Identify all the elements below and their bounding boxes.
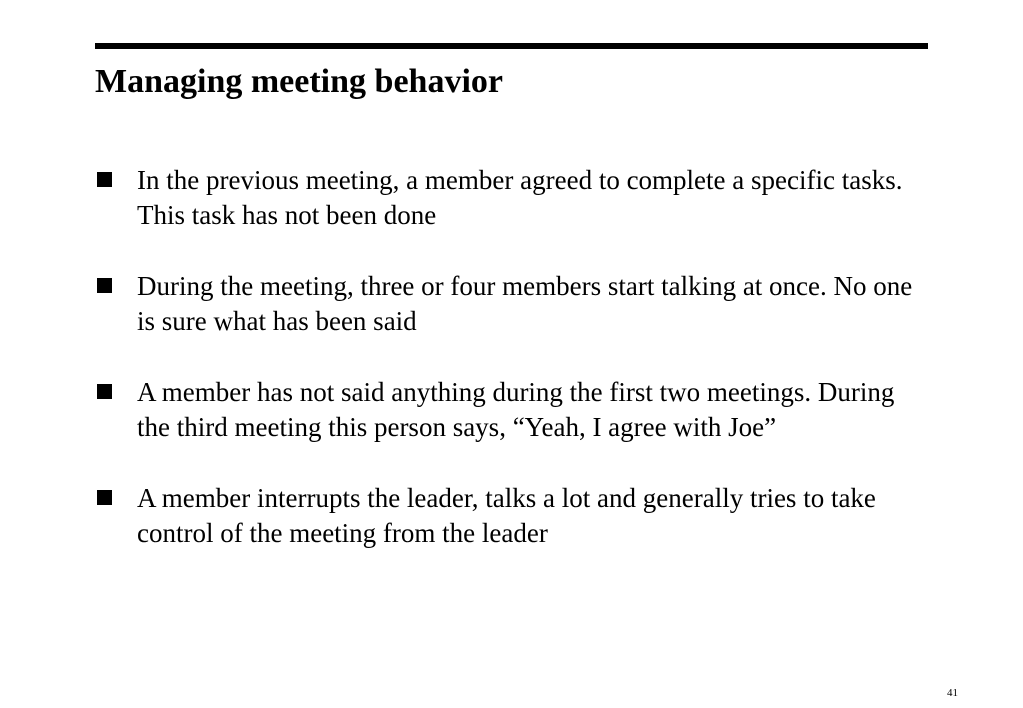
bullet-text: During the meeting, three or four members start talking at once. No one is sure what has been said — [137, 271, 913, 336]
bullet-text: A member has not said anything during the first two meetings. During the third meeting this person says, “Yeah, I agree with Joe” — [137, 377, 895, 442]
square-bullet-icon — [97, 384, 112, 399]
page-number: 41 — [947, 687, 958, 699]
bullet-item — [97, 481, 927, 551]
bullet-text: A member interrupts the leader, talks a lot and generally tries to take control of the meeting from the leader — [137, 483, 876, 548]
bullet-item — [97, 269, 927, 339]
bullet-list — [97, 163, 927, 587]
bullet-item — [97, 375, 927, 445]
slide-title: Managing meeting behavior — [95, 63, 503, 100]
bullet-item — [97, 163, 927, 233]
title-rule — [95, 43, 928, 49]
bullet-text: In the previous meeting, a member agreed to complete a specific tasks. This task has not been done — [137, 165, 903, 230]
square-bullet-icon — [97, 278, 112, 293]
square-bullet-icon — [97, 490, 112, 505]
square-bullet-icon — [97, 172, 112, 187]
